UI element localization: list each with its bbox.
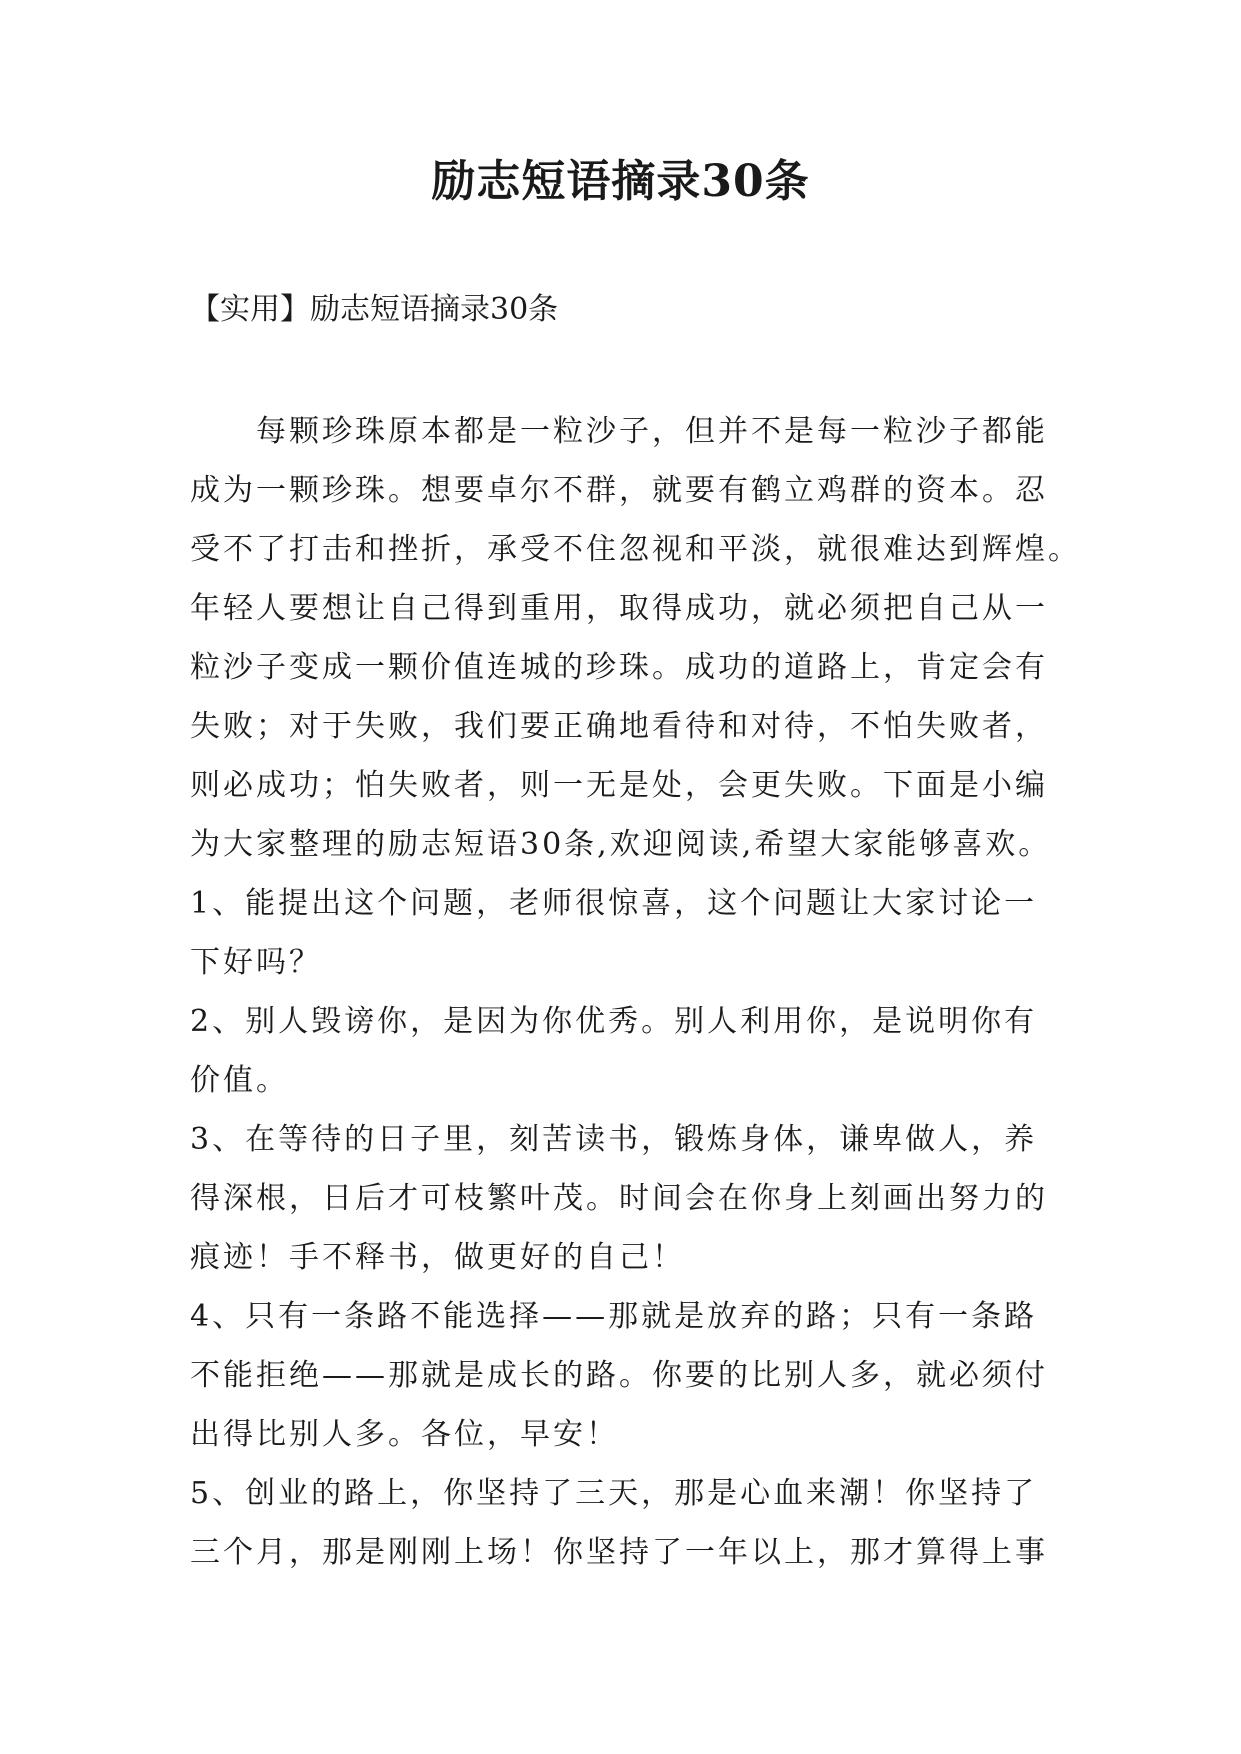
body-line: 则必成功；怕失败者，则一无是处，会更失败。下面是小编 [190,768,1048,803]
body-line: 受不了打击和挫折，承受不住忽视和平淡，就很难达到辉煌。 [190,532,1081,567]
body-line: 不能拒绝——那就是成长的路。你要的比别人多，就必须付 [190,1358,1048,1393]
document-title: 励志短语摘录30条 [431,156,810,207]
body-line: 成为一颗珍珠。想要卓尔不群，就要有鹤立鸡群的资本。忍 [190,473,1048,508]
body-line: 痕迹！手不释书，做更好的自己！ [190,1240,685,1275]
body-line: 每颗珍珠原本都是一粒沙子，但并不是每一粒沙子都能 [256,414,1048,449]
body-line: 1、能提出这个问题，老师很惊喜，这个问题让大家讨论一 [190,886,1038,921]
body-line: 粒沙子变成一颗价值连城的珍珠。成功的道路上，肯定会有 [190,650,1048,685]
body-line: 得深根，日后才可枝繁叶茂。时间会在你身上刻画出努力的 [190,1181,1048,1216]
document-body [190,410,1081,1590]
body-line: 出得比别人多。各位，早安！ [190,1417,619,1452]
document-subtitle: 【实用】励志短语摘录30条 [190,292,559,327]
body-line: 价值。 [190,1063,289,1098]
body-line: 5、创业的路上，你坚持了三天，那是心血来潮！你坚持了 [190,1476,1038,1511]
body-line: 三个月，那是刚刚上场！你坚持了一年以上，那才算得上事 [190,1535,1048,1570]
body-line: 下好吗？ [190,945,322,980]
body-line: 2、别人毁谤你，是因为你优秀。别人利用你，是说明你有 [190,1004,1038,1039]
body-line: 3、在等待的日子里，刻苦读书，锻炼身体，谦卑做人，养 [190,1122,1038,1157]
body-line: 4、只有一条路不能选择——那就是放弃的路；只有一条路 [190,1299,1038,1334]
body-line: 为大家整理的励志短语30条,欢迎阅读,希望大家能够喜欢。 [190,827,1052,862]
body-line: 年轻人要想让自己得到重用，取得成功，就必须把自己从一 [190,591,1048,626]
body-line: 失败；对于失败，我们要正确地看待和对待，不怕失败者， [190,709,1048,744]
